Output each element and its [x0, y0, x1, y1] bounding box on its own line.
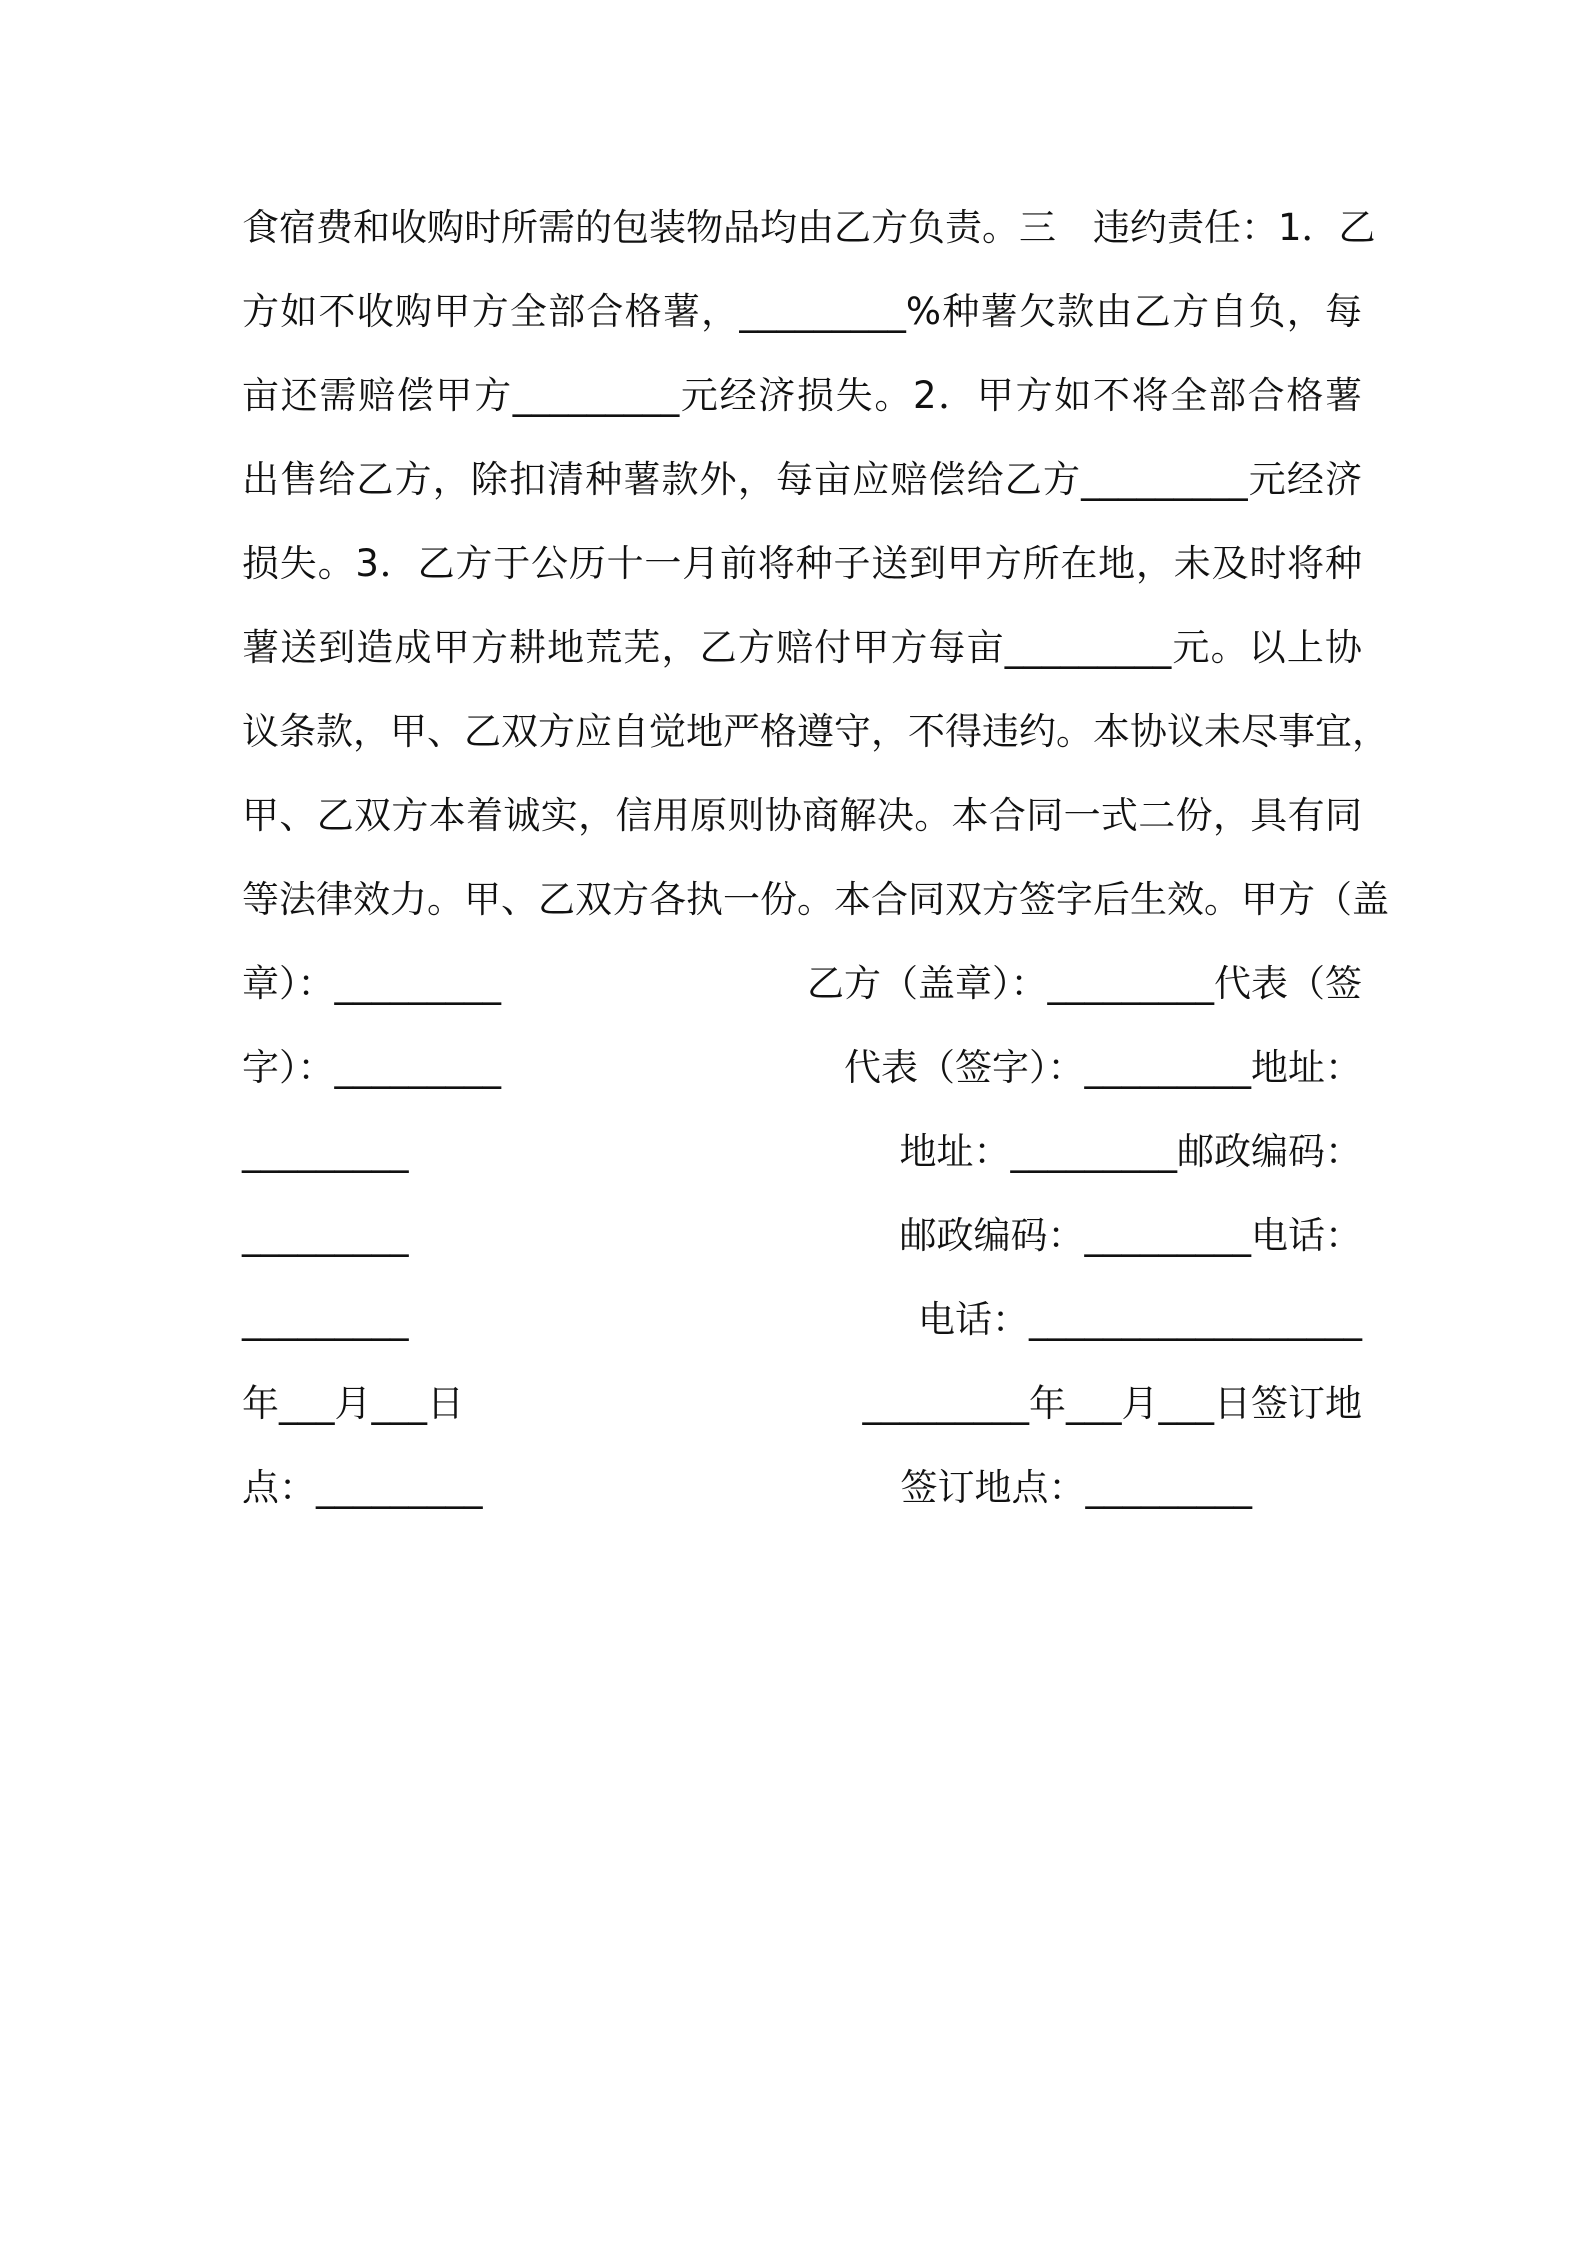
party-b-postcode-field: 邮政编码：_________电话： [899, 1214, 1362, 1257]
party-b-date-field: _________年___月___日签订地 [862, 1382, 1362, 1425]
paragraph-line: 薯送到造成甲方耕地荒芜，乙方赔付甲方每亩_________元。以上协 [242, 626, 1362, 669]
party-a-postcode-field: _________ [242, 1214, 409, 1257]
paragraph-line: 方如不收购甲方全部合格薯，_________%种薯欠款由乙方自负，每 [242, 290, 1362, 333]
party-b-phone-field: 电话：__________________ [918, 1298, 1362, 1341]
party-a-seal-field: 章）：_________ [242, 962, 501, 1005]
party-a-date-field: 年___月___日 [242, 1382, 464, 1425]
signature-line-phone [242, 1292, 1362, 1376]
party-a-phone-field: _________ [242, 1298, 409, 1341]
party-b-location-field: 签订地点：_________ [900, 1466, 1252, 1509]
party-b-seal-field: 乙方（盖章）：_________代表（签 [807, 962, 1362, 1005]
paragraph-line: 出售给乙方，除扣清种薯款外，每亩应赔偿给乙方_________元经济 [242, 458, 1362, 501]
signature-line-address [242, 1124, 1362, 1208]
paragraph-line: 食宿费和收购时所需的包装物品均由乙方负责。三 违约责任：1．乙 [242, 206, 1376, 249]
signature-line-postcode [242, 1208, 1362, 1292]
party-b-address-field: 地址：_________邮政编码： [899, 1130, 1362, 1173]
signature-line-date [242, 1376, 1362, 1460]
signature-line-location [242, 1460, 1362, 1544]
party-a-address-field: _________ [242, 1130, 409, 1173]
signature-line-seal [242, 956, 1362, 1040]
paragraph-line: 亩还需赔偿甲方_________元经济损失。2．甲方如不将全部合格薯 [242, 374, 1362, 417]
party-b-representative-field: 代表（签字）：_________地址： [844, 1046, 1362, 1089]
paragraph-line: 甲、乙双方本着诚实，信用原则协商解决。本合同一式二份，具有同 [242, 794, 1362, 837]
paragraph-line: 等法律效力。甲、乙双方各执一份。本合同双方签字后生效。甲方（盖 [242, 878, 1389, 921]
party-a-representative-field: 字）：_________ [242, 1046, 501, 1089]
contract-text [242, 200, 1389, 1544]
paragraph-line: 损失。3．乙方于公历十一月前将种子送到甲方所在地，未及时将种 [242, 542, 1362, 585]
party-a-location-field: 点：_________ [242, 1466, 483, 1509]
signature-line-representative [242, 1040, 1362, 1124]
paragraph-line: 议条款，甲、乙双方应自觉地严格遵守，不得违约。本协议未尽事宜， [242, 710, 1389, 753]
